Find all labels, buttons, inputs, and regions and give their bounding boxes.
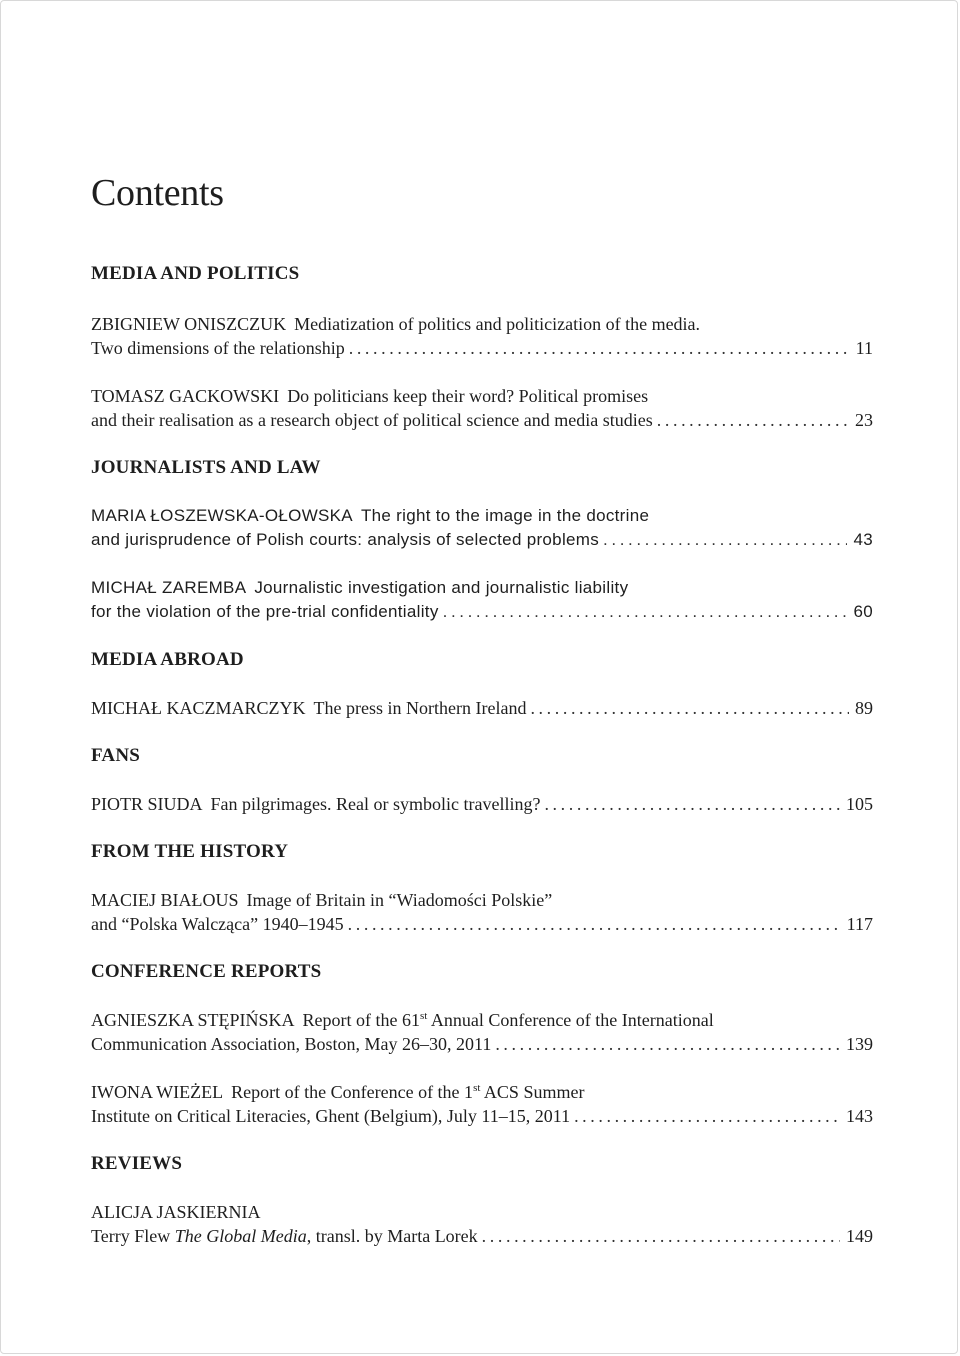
entry-author: MARIA ŁOSZEWSKA-OŁOWSKA — [91, 506, 353, 525]
entry-author: PIOTR SIUDA — [91, 794, 203, 814]
entry-title-continued: and jurisprudence of Polish courts: analysis of selected problems — [91, 530, 600, 549]
entry-author: MACIEJ BIAŁOUS — [91, 890, 239, 910]
entry-title: Annual Conference of the International — [430, 1010, 714, 1030]
reviewed-author: Terry Flew — [91, 1226, 171, 1246]
section-heading-from-the-history: FROM THE HISTORY — [91, 841, 289, 862]
section-heading-fans: FANS — [91, 745, 141, 766]
entry-title — [91, 1224, 478, 1248]
entry-author: ZBIGNIEW ONISZCZUK — [91, 314, 287, 334]
page-number: 89 — [855, 698, 873, 718]
toc-entry-line — [91, 1080, 873, 1104]
page-number: 60 — [853, 602, 873, 621]
toc-entry-line — [91, 1008, 873, 1032]
entry-title-continued: and “Polska Walcząca” 1940–1945 — [91, 914, 344, 934]
page-number: 149 — [846, 1226, 873, 1246]
entry-title: Journalistic investigation and journalistic liability — [254, 578, 629, 597]
entry-author: MICHAŁ KACZMARCZYK — [91, 698, 306, 718]
toc-entry-line[interactable] — [91, 408, 873, 432]
dot-leader — [443, 600, 848, 624]
toc-entry-line[interactable] — [91, 1224, 873, 1248]
entry-title: Do politicians keep their word? Political promises — [287, 386, 649, 406]
toc-entry-line[interactable] — [91, 912, 873, 936]
dot-leader — [657, 408, 849, 432]
dot-leader — [603, 528, 847, 552]
entry-title-continued: Institute on Critical Literacies, Ghent (Belgium), July 11–15, 2011 — [91, 1106, 571, 1126]
toc-entry-line[interactable] — [91, 1104, 873, 1128]
section-heading-journalists-and-law: JOURNALISTS AND LAW — [91, 457, 321, 478]
entry-title: Report of the 61 — [302, 1010, 420, 1030]
entry-title: Report of the Conference of the 1 — [231, 1082, 474, 1102]
entry-title: Image of Britain in “Wiadomości Polskie” — [246, 890, 553, 910]
dot-leader — [348, 912, 841, 936]
entry-title: Fan pilgrimages. Real or symbolic travelling? — [210, 794, 541, 814]
entry-author: AGNIESZKA STĘPIŃSKA — [91, 1010, 295, 1030]
toc-entry-line[interactable] — [91, 600, 873, 624]
entry-title: Mediatization of politics and politicization of the media. — [294, 314, 701, 334]
translation-note: , transl. by Marta Lorek — [306, 1226, 478, 1246]
section-heading-media-and-politics: MEDIA AND POLITICS — [91, 263, 300, 284]
dot-leader — [482, 1224, 840, 1248]
page-title: Contents — [91, 172, 224, 214]
section-heading-media-abroad: MEDIA ABROAD — [91, 649, 244, 670]
toc-entry-line — [91, 504, 873, 528]
entry-author: TOMASZ GACKOWSKI — [91, 386, 280, 406]
ordinal-superscript: st — [473, 1082, 481, 1094]
dot-leader — [544, 792, 840, 816]
dot-leader — [530, 696, 849, 720]
page-number: 23 — [855, 410, 873, 430]
page-number: 143 — [846, 1106, 873, 1126]
toc-entry-line[interactable] — [91, 336, 873, 360]
page-number: 139 — [846, 1034, 873, 1054]
toc-entry-line[interactable] — [91, 1032, 873, 1056]
entry-title-continued: and their realisation as a research object of political science and media studies — [91, 410, 653, 430]
toc-entry-line — [91, 1200, 873, 1224]
dot-leader — [349, 336, 850, 360]
dot-leader — [574, 1104, 840, 1128]
entry-title: The press in Northern Ireland — [313, 698, 527, 718]
toc-entry-line[interactable] — [91, 792, 873, 816]
page-number: 43 — [853, 530, 873, 549]
dot-leader — [495, 1032, 840, 1056]
entry-title-continued: Communication Association, Boston, May 26–30, 2011 — [91, 1034, 492, 1054]
toc-entry-line — [91, 576, 873, 600]
page-number: 117 — [846, 914, 873, 934]
entry-author: ALICJA JASKIERNIA — [91, 1202, 261, 1222]
page-number: 105 — [846, 794, 873, 814]
entry-text — [91, 792, 540, 816]
section-heading-reviews: REVIEWS — [91, 1153, 183, 1174]
reviewed-book-title: The Global Media — [174, 1226, 307, 1246]
entry-title: The right to the image in the doctrine — [360, 506, 650, 525]
entry-text — [91, 696, 526, 720]
entry-author: MICHAŁ ZAREMBA — [91, 578, 247, 597]
entry-title: ACS Summer — [483, 1082, 585, 1102]
section-heading-conference-reports: CONFERENCE REPORTS — [91, 961, 322, 982]
toc-entry-line[interactable] — [91, 696, 873, 720]
toc-entry-line — [91, 312, 873, 336]
entry-title-continued: Two dimensions of the relationship — [91, 338, 345, 358]
page-number: 11 — [855, 338, 873, 358]
toc-entry-line — [91, 888, 873, 912]
ordinal-superscript: st — [420, 1010, 428, 1022]
toc-entry-line[interactable] — [91, 528, 873, 552]
entry-author: IWONA WIEŻEL — [91, 1082, 224, 1102]
entry-title-continued: for the violation of the pre-trial confidentiality — [91, 602, 439, 621]
toc-entry-line — [91, 384, 873, 408]
